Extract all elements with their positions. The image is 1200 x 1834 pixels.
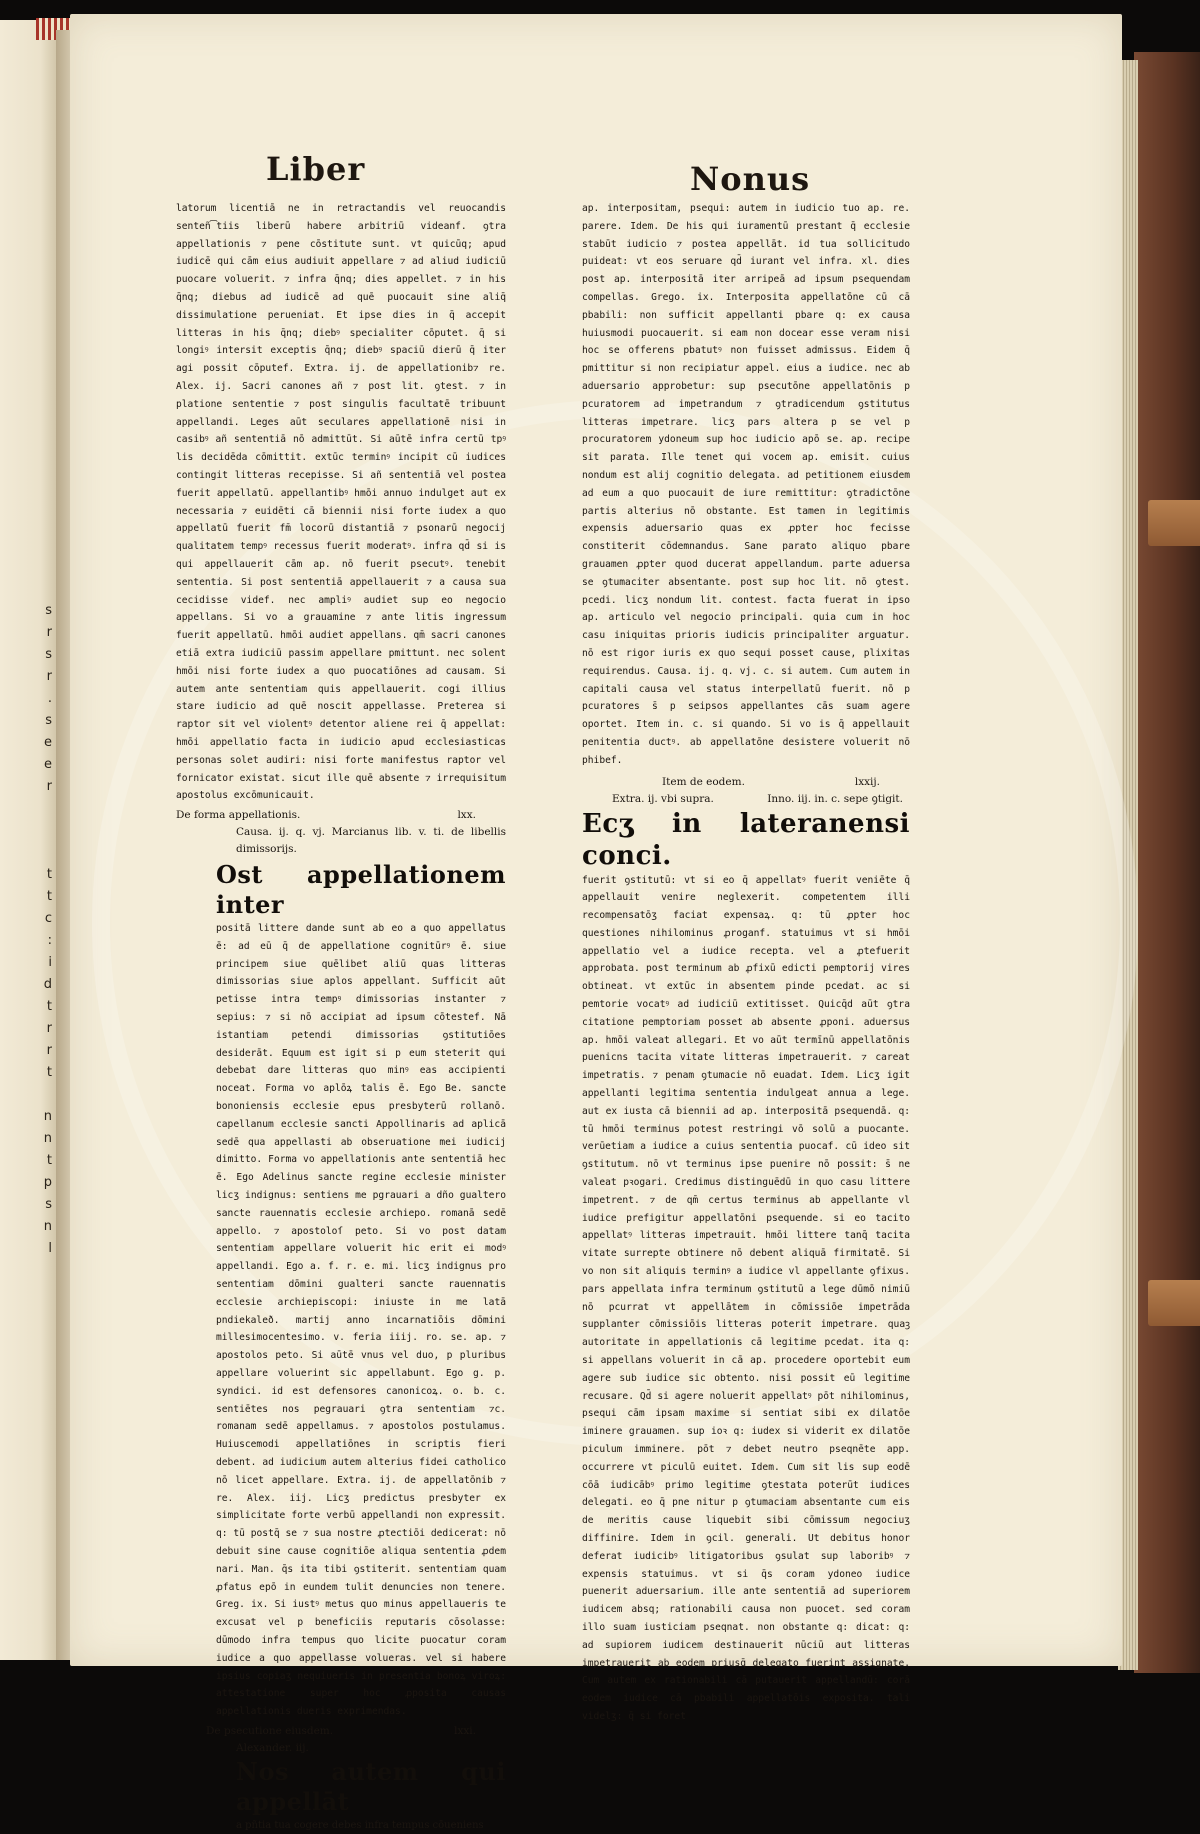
rubric-source: Alexander. iij. [236, 1741, 309, 1754]
right-column-body: ap. interpositam, psequi: autem in iudicio tuo ap. re. parere. Idem. De his qui iuramentū prestant q̄ ecclesie stabūt iudicio ⁊ postea appellāt. id tua sollicitudo puideat: vt eos seruare qd̄ iurant vel infra. xl. dies post ap. interpositā iter arripeā ad ipsum psequendam compellas. Grego. ix. Interposita appellatōne cū cā pbabili: non sufficit appellanti pbare q: ex causa huiusmodi puocauerit. si eam non docear esse veram nisi hoc se offerens pbatutꝰ non fuisset admissus. Eidem q̄ pmittitur si non recipiatur appel. eius a iudice. nec ab aduersario approbetur: sup psecutōne appellatōnis p pcuratorem ad impetrandum ⁊ ꝯtradicendum ꝯstitutus litteras impetrare. licʒ pars altera p se vel p procuratorem ydoneum sup hoc iudicio apō se. ap. recipe sit parata. Ille tenet qui vocem ap. emisit. cuius nondum est alij cognitio delegata. ad petitionem eiusdem ad eum a quo puocauit de iure remittitur: ꝯtradictōne partis alterius nō obstante. Est tamen in legitimis expensis aduersario quas ex ꝓpter hoc fecisse constiterit cōdemnandus. Sane parato aliquo pbare grauamen ꝓpter quod ducerat appellandum. parte aduersa se ꝯtumaciter absentante. post sup hoc lit. nō ꝯtest. pcedi. licʒ nondum lit. contest. facta fuerat in ipso ap. articulo vel negocio principali. quia cum in hoc casu iniquitas prioris iudicis principaliter arguatur. nō est rigor iuris ex quo sequi posset cause, plixitas requirendus. Causa. ij. q. vj. c. si autem. Cum autem in capitali causa vel status interpellatū fuerit. nō p pcuratores s̄ p seipsos appellantes cās suam agere oportet. Item in. c. si quando. Si vo is q̄ appellauit penitentia ductꝰ. ab appellatōne desistere voluerit nō phibef. [582, 203, 910, 766]
rubric-number: lxxij. [854, 775, 880, 788]
running-head-right: Nonus [690, 160, 811, 198]
left-column [176, 200, 506, 1834]
section-heading-post-appellationem: Ost appellationem inter [216, 860, 506, 920]
clasp-strap-upper [1148, 500, 1200, 546]
rubric-item-de-eodem [582, 774, 910, 791]
rubric-source: Causa. ij. q. vj. Marcianus lib. v. ti. de libellis dimissorijs. [236, 826, 506, 856]
section-heading-lateranensi: Ecʒ in lateranensi conci. [582, 808, 910, 871]
left-page-edge-text: s r s r . s e e r t t c : i d t r r t n n t p s n l [43, 603, 52, 1256]
book-cover-edge [1134, 52, 1200, 1673]
rubric-number: lxx. [457, 809, 476, 822]
rubric-de-forma [176, 807, 506, 824]
rubric-title: De forma appellationis. [176, 809, 301, 822]
rubric-de-prosecutione [176, 1723, 506, 1740]
rubric-source [582, 791, 910, 808]
heading-continuation: a pñtia tua cogere debes infra tempus cōueniens [236, 1819, 484, 1831]
rubric-title: De psecutione eiusdem. [206, 1724, 334, 1737]
left-column-body: latorum licentiā ne in retractandis vel reuocandis senteñ͡tiis liberū habere arbitriū videanf. ꝯtra appellationis ⁊ pene cōstitute sunt. vt quicūq; apud iudicē qui cām eius audiuit appellare ⁊ ad aliud iudiciū puocare voluerit. ⁊ infra q̄nq; dies appellet. ⁊ in his q̄nq; diebus ad iudicē ad quē puocauit sine aliq̄ dissimulatione perueniat. Et ipse dies in q̄ accepit litteras in his q̄nq; diebꝰ specialiter cōputet. q̄ si longiꝰ intersit exceptis q̄nq; diebꝰ spaciū dierū q̄ iter agi possit cōputef. Extra. ij. de appellationib⁊ re. Alex. ij. Sacri canones añ ⁊ post lit. ꝯtest. ⁊ in platione sententie ⁊ post singulis facultatē tribuunt appellandi. Leges aūt seculares appellationē nisi in casibꝰ añ sententiā nō admittūt. Si aūtē infra certū tpꝰ lis decidēda cōmittit. extūc terminꝰ incipit cū iudices contingit litteras recepisse. Si añ sententiā vel postea fuerit appellatū. appellantibꝰ hmōi annuo indulget aut ex necessaria ⁊ euidēti cā biennii nisi forte iudex a quo appellatū fuerit fm̄ locorū distantiā ⁊ psonarū negocij qualitatem tempꝰ recessus fuerit moderatꝰ. infra qd̄ si is qui appellauerit cām ap. nō fuerit psecutꝰ. tenebit sententia. Si post sententiā appellauerit ⁊ a causa sua cecidisse videf. nec ampliꝰ audiet sup eo negocio appellans. Si vo a grauamine ⁊ ante litis ingressum fuerit appellatū. hmōi audiet appellans. qm̄ sacri canones etiā extra iudiciū passim appellare pmittunt. nec solent hmōi nisi forte iudex a quo puocatiōnes ad causam. Si autem ante sententiam quis appellauerit. cogi illius stare iudicio ad quē noscit appellasse. Preterea si raptor sit vel violentꝰ detentor aliene rei q̄ appellat: hmōi appellatio facta in iudicio apud ecclesiasticas personas solet audiri: nisi forte manifestus raptor vel fornicator existat. sicut ille quē absente ⁊ irrequisitum apostolus excōmunicauit. [176, 203, 506, 802]
section-heading-nos-autem: Nos autem qui appellāt [236, 1756, 506, 1816]
rubric-number: lxxi. [454, 1724, 476, 1737]
rubric-source-inno: Inno. iij. in. c. sepe ꝯtigit. [767, 792, 903, 805]
clasp-strap-lower [1148, 1280, 1200, 1326]
rubric-source-extra: Extra. ij. vbi supra. [612, 792, 714, 805]
right-column [582, 200, 910, 1726]
rubric-title: Item de eodem. [662, 775, 745, 788]
left-page-margin [0, 20, 58, 1660]
left-column-body-2: positā littere dande sunt ab eo a quo appellatus ē: ad eū q̄ de appellatione cognitūrꝰ ē. siue principem siue quēlibet aliū quas litteras dimissorias siue aplos appellant. Sufficit aūt petisse intra tempꝰ dimissorias instanter ⁊ sepius: ⁊ si nō accipiat ad ipsum cōtestef. Nā istantiam petendi dimissorias ꝯstitutiōes desiderāt. Equum est igit si p eum steterit qui debebat dare litteras quo minꝰ eas accipienti noceat. Forma vo aplōꝝ talis ē. Ego Be. sancte bononiensis ecclesie epus presbyterū rollanō. capellanum ecclesie sancti Appollinaris ad aplicā sedē qua appellasti ab obseruatione mei iudicij dimitto. Forma vo appellationis ante sententiā hec ē. Ego Adelinus sancte regine ecclesie minister licʒ indignus: sentiens me pgrauari a dño gualtero sancte rauennatis ecclesie archiepo. romanā sedē appello. ⁊ apostoloſ peto. Si vo post datam sententiam appellare voluerit hic erit ei modꝰ appellandi. Ego a. f. r. e. mi. licʒ indignus pro sententiam dōmini gualteri sancte rauennatis ecclesie archiepiscopi: iniuste in me latā pndiekaleð. martij anno incarnatiōis dōmini millesimocentesimo. v. feria iiij. ro. se. ap. ⁊ apostolos peto. Si aūtē vnus vel duo, p pluribus appellare voluerint sic appellabunt. Ego g. p. syndici. id est defensores canonicoꝝ. o. b. c. sentiētes nos pegrauari ꝯtra sententiam ⁊c. romanam sedē appellamus. ⁊ apostolos postulamus. Huiuscemodi appellatiōnes in scriptis fieri debent. ad iudicium autem alterius fidei catholico nō licet appellare. Extra. ij. de appellatōnib ⁊ re. Alex. iij. Licʒ predictus presbyter ex simplicitate forte verbū appellandi non expressit. q: tū postq̄ se ⁊ sua nostre ꝓtectiōi dedicerat: nō debuit sine cause cognitiōe aliqua sententia ꝓdem nari. Man. q̄s ita tibi ꝯstiterit. sententiam quam ꝓfatus epō in eundem tulit denuncies non tenere. Greg. ix. Si iustꝰ metus quo minus appellaueris te excusat vel p beneficiis reputaris cōsolasse: dūmodo infra tempus quo licite puocatur coram iudice a quo appellasse volueras. vel si habere ipsius copiaʒ nequiueris in presentia bonoꝝ viroꝝ: attestatione super hoc ꝓposita causas appellationis dueris exprimendas. [216, 923, 506, 1718]
right-column-body-2: fuerit ꝯstitutū: vt si eo q̄ appellatꝰ fuerit veniēte q̄ appellauit venire neglexerit. competentem illi recompensatōʒ faciat expensaꝝ. q: tū ꝓpter hoc questiones nihilominus ꝓroganf. statuimus vt si hmōi appellatio vel a iudice recepta. vel a ꝓtefuerit approbata. post terminum ab ꝓfixū edicti pemptorij vires obtineat. vt extūc in absentem pinde pcedat. ac si pemtorie vocatꝰ ad iudiciū extitisset. Quicq̄d aūt ꝯtra citatione pemptoriam posset ab absente ꝓponi. aduersus ap. hmōi valeat allegari. Et vo aūt termīnū appellatōnis puenicns tacita vitate litteras impetrauerit. ⁊ careat impetratis. ⁊ penam ꝯtumacie nō euadat. Idem. Licʒ igit appellanti legitima sententia indulgeat annua a lege. aut ex iusta cā biennii ad ap. interpositā psequendā. q: tū hmōi terminus potest restringi vō solū a puocante. verūetiam a iudice a cuius sententia puocaf. cū ideo sit ꝯstitutum. nō vt terminus ipse puenire nō possit: s̄ ne valeat pꝛogari. Credimus distinguēdū in quo casu littere impetrent. ⁊ de qm̄ certus terminus ab appellante vl iudice prefigitur appellatōni psequende. si eo tacito appellatꝰ litteras impetrauit. hmōi littere tanq̄ tacita vitate surrepte obtinere nō debent aliquā firmitatē. Si vo non sit aliquis terminꝰ a iudice vl appellante ꝯfixus. pars appellata infra terminum ꝯstitutū a lege dūmō nimiū nō pcurrat vt appellātem in cōmissiōe impetrāda supplanter cōmissiōis litteras poterit impetrare. quaꝫ autoritate in appellationis cā legitime pcedat. ita q: si appellans voluerit in cā ap. procedere oportebit eum agere sub iudice sic obtento. nisi possit eū legitime recusare. Qd̄ si agere noluerit appellatꝰ pōt nihilominus, psequi cām ipsam maxime si sentiat sibi ex dilatōe iminere grauamen. sup ioꝛ q: iudex si viderit ex dilatōe piculum imminere. pōt ⁊ debet neutro pseqnēte app. occurrere vt piculū euitet. Idem. Cum sit lis sup eodē cōā iudicābꝰ primo legitime ꝯtestata poterūt iudices delegati. eo q̄ pne nitur p ꝯtumaciam absentante cum eis de meritis cause liquebit sibi cōmissum negociuʒ diffinire. Idem in ꝯcil. generali. Ut debitus honor deferat iudicibꝰ litigatoribus ꝯsulat sup laboribꝰ ⁊ expensis statuimus. vt si q̄s coram ydoneo iudice puenerit aduersarium. ille ante sententiā ad superiorem iudicem absq; rationabili causa non puocet. sed coram illo suam iusticiam pseqnat. non obstante q: dicat: q: ad supiorem iudicem destinauerit nūciū aut litteras impetrauerit ab eodem priusq̄ delegato fuerint assignate. Cum autem ex rationabili cā putauerit appellandū: corā eodem iudice cā pbabili appellatōis exposita. tali videlʒ: q̄ si foret [582, 874, 910, 1722]
running-head-left: Liber [266, 150, 366, 188]
